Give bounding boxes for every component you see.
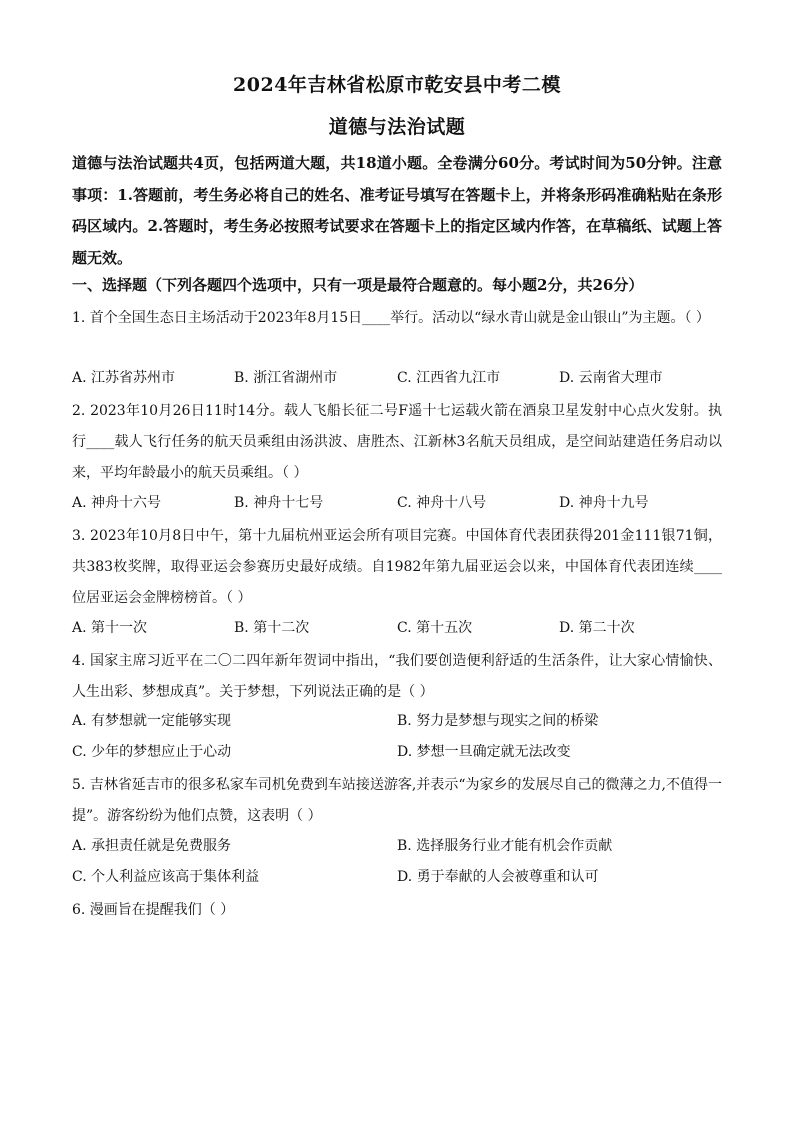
question-3-option-a: A. 第十一次 [72, 620, 148, 636]
question-5-option-d: D. 勇于奉献的人会被尊重和认可 [397, 869, 599, 885]
section-heading: 一、选择题（下列各题四个选项中，只有一项是最符合题意的。每小题2分，共26分） [72, 276, 644, 294]
question-4-option-b: B. 努力是梦想与现实之间的桥梁 [397, 713, 599, 729]
question-1-option-b: B. 浙江省湖州市 [234, 370, 338, 386]
question-2-option-c: C. 神舟十八号 [397, 495, 487, 511]
question-1-stem: 1. 首个全国生态日主场活动于2023年8月15日____举行。活动以“绿水青山就是金山银山”为主题。（ ） [72, 310, 710, 326]
question-3-option-b: B. 第十二次 [234, 620, 310, 636]
question-4-option-c: C. 少年的梦想应止于心动 [72, 744, 232, 760]
question-3-option-d: D. 第二十次 [559, 620, 635, 636]
question-1-option-d: D. 云南省大理市 [559, 370, 663, 386]
exam-subtitle: 道德与法治试题 [328, 116, 466, 138]
question-2-option-a: A. 神舟十六号 [72, 495, 162, 511]
question-4-option-d: D. 梦想一旦确定就无法改变 [397, 744, 571, 760]
question-2-option-d: D. 神舟十九号 [559, 495, 649, 511]
question-3-stem: 3. 2023年10月8日中午，第十九届杭州亚运会所有项目完赛。中国体育代表团获得201金111银71铜，共383枚奖牌，取得亚运会参赛历史最好成绩。自1982年第九届亚运会以来，中国体育代表团连续____位居亚运会金牌榜榜首。（ ） [72, 528, 722, 606]
question-3-option-c: C. 第十五次 [397, 620, 473, 636]
question-4-stem: 4. 国家主席习近平在二〇二四年新年贺词中指出，“我们要创造便利舒适的生活条件，让大家心情愉快、人生出彩、梦想成真”。关于梦想，下列说法正确的是（ ） [72, 653, 722, 700]
question-5-option-c: C. 个人利益应该高于集体利益 [72, 869, 260, 885]
exam-instructions: 道德与法治试题共4页，包括两道大题，共18道小题。全卷满分60分。考试时间为50分钟。注意事项：1.答题前，考生务必将自己的姓名、准考证号填写在答题卡上，并将条形码准确粘贴在条形码区域内。2.答题时，考生务必按照考试要求在答题卡上的指定区域内作答，在草稿纸、试题上答题无效。 [72, 154, 722, 267]
question-1-option-a: A. 江苏省苏州市 [72, 370, 176, 386]
exam-title: 2024年吉林省松原市乾安县中考二模 [233, 74, 561, 96]
question-1-option-c: C. 江西省九江市 [397, 370, 501, 386]
question-5-option-b: B. 选择服务行业才能有机会作贡献 [397, 838, 613, 854]
question-2-option-b: B. 神舟十七号 [234, 495, 324, 511]
question-6-stem: 6. 漫画旨在提醒我们（ ） [72, 902, 235, 918]
question-4-option-a: A. 有梦想就一定能够实现 [72, 713, 232, 729]
question-2-stem: 2. 2023年10月26日11时14分。载人飞船长征二号F遥十七运载火箭在酒泉卫星发射中心点火发射。执行____载人飞行任务的航天员乘组由汤洪波、唐胜杰、江新林3名航天员组成，是空间站建造任务启动以来，平均年龄最小的航天员乘组。（ ） [72, 403, 722, 481]
question-5-option-a: A. 承担责任就是免费服务 [72, 838, 232, 854]
question-5-stem: 5. 吉林省延吉市的很多私家车司机免费到车站接送游客,并表示“为家乡的发展尽自己的微薄之力,不值得一提”。游客纷纷为他们点赞，这表明（ ） [72, 777, 722, 824]
